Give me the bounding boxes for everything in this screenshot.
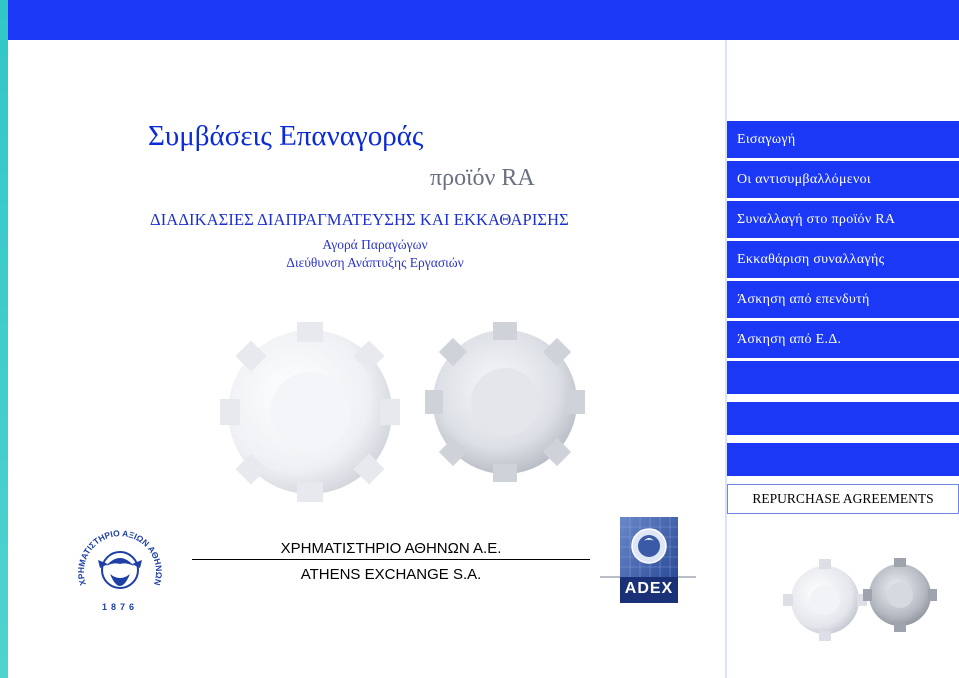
menu-item-empty-1 — [727, 361, 959, 394]
top-header-bar — [8, 0, 959, 40]
division-label: Διεύθυνση Ανάπτυξης Εργασιών — [286, 255, 464, 270]
athens-exchange-seal-icon — [70, 522, 170, 622]
menu-item-investor-exercise[interactable]: Άσκηση από επενδυτή — [727, 281, 959, 318]
seal-text: ΧΡΗΜΑΤΙΣΤΗΡΙΟ ΑΞΙΩΝ ΑΘΗΝΩΝ — [75, 528, 165, 587]
exchange-name-english: ATHENS EXCHANGE S.A. — [300, 566, 482, 583]
menu-item-counterparties[interactable]: Οι αντισυμβαλλόμενοι — [727, 161, 959, 198]
document-title: Συμβάσεις Επαναγοράς — [148, 120, 424, 152]
exchange-name-greek: ΧΡΗΜΑΤΙΣΤΗΡΙΟ ΑΘΗΝΩΝ Α.Ε. — [192, 540, 590, 560]
small-gears-icon — [775, 555, 950, 645]
menu-item-empty-3 — [727, 443, 959, 476]
adex-label: ADEX — [624, 580, 674, 597]
repurchase-agreements-label: REPURCHASE AGREEMENTS — [727, 484, 959, 514]
gears-icon — [185, 320, 625, 510]
document-subtitle: προϊόν RA — [430, 165, 535, 191]
navigation-menu — [727, 121, 959, 484]
seal-year: 1876 — [101, 602, 139, 612]
menu-item-transaction-clearing[interactable]: Εκκαθάριση συναλλαγής — [727, 241, 959, 278]
menu-item-ra-transaction[interactable]: Συναλλαγή στο προϊόν RA — [727, 201, 959, 238]
procedures-heading: ΔΙΑΔΙΚΑΣΙΕΣ ΔΙΑΠΡΑΓΜΑΤΕΥΣΗΣ ΚΑΙ ΕΚΚΑΘΑΡΙΣΗΣ — [150, 210, 569, 229]
menu-item-empty-2 — [727, 402, 959, 435]
menu-item-member-exercise[interactable]: Άσκηση από Ε.Δ. — [727, 321, 959, 358]
left-accent-bar — [0, 0, 8, 678]
menu-item-introduction[interactable]: Εισαγωγή — [727, 121, 959, 158]
market-label: Αγορά Παραγώγων — [322, 237, 428, 252]
